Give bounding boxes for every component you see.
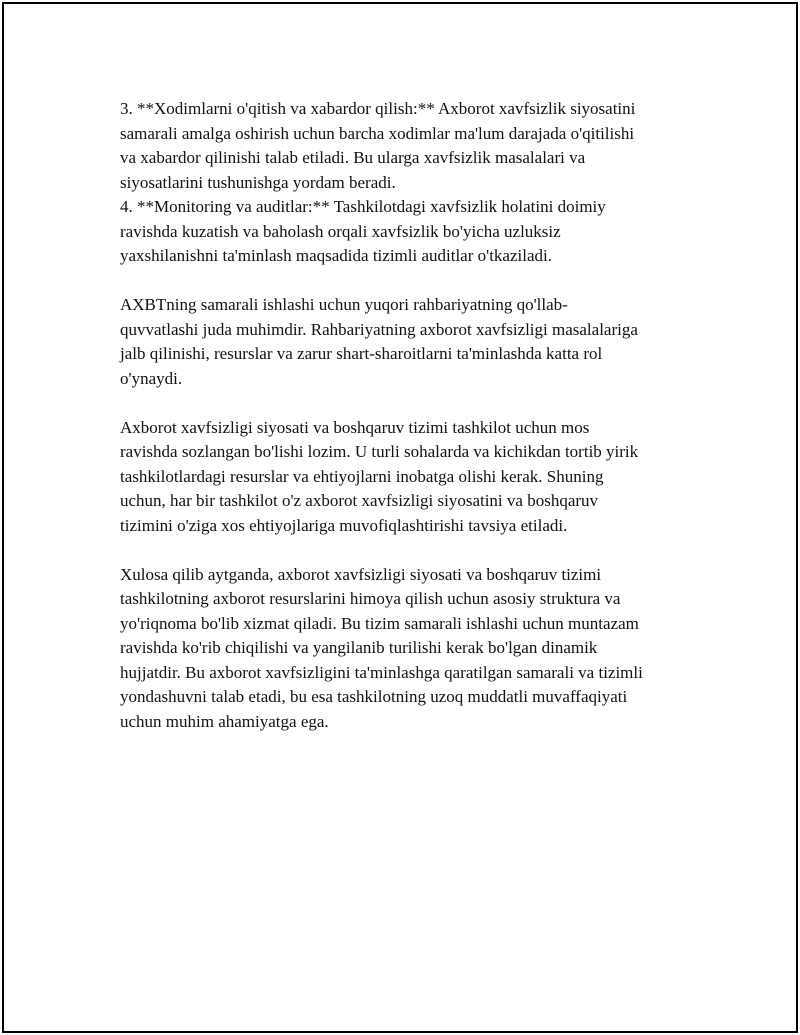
text-line: va xabardor qilinishi talab etiladi. Bu ularga xavfsizlik masalalari va: [120, 148, 586, 167]
text-line: 3. **Xodimlarni o'qitish va xabardor qilish:** Axborot xavfsizlik siyosatini: [120, 99, 636, 118]
text-line: hujjatdir. Bu axborot xavfsizligini ta'minlashga qaratilgan samarali va tizimli: [120, 662, 643, 682]
paragraph-training-and-monitoring: [120, 97, 680, 269]
text-line: Xulosa qilib aytganda, axborot xavfsizligi siyosati va boshqaruv tizimi: [120, 564, 602, 584]
text-line: uchun, har bir tashkilot o'z axborot xavfsizligi siyosatini va boshqaruv: [120, 491, 599, 510]
text-line: AXBTning samarali ishlashi uchun yuqori rahbariyatning qo'llab-: [120, 295, 568, 314]
text-line: tizimini o'ziga xos ehtiyojlariga muvofiqlashtirishi tavsiya etiladi.: [120, 515, 568, 535]
text-line: yaxshilanishni ta'minlash maqsadida tizimli auditlar o'tkaziladi.: [120, 246, 552, 265]
document-page: [2, 2, 798, 1033]
paragraph-conclusion: [120, 563, 680, 735]
text-line: ravishda ko'rib chiqilishi va yangilanib turilishi kerak bo'lgan dinamik: [120, 638, 598, 657]
paragraph-leadership-support: [120, 293, 680, 391]
text-line: samarali amalga oshirish uchun barcha xodimlar ma'lum darajada o'qitilishi: [120, 123, 635, 143]
text-line: tashkilotlardagi resurslar va ehtiyojlarni inobatga olishi kerak. Shuning: [120, 466, 604, 486]
text-line: jalb qilinishi, resurslar va zarur shart-sharoitlarni ta'minlashda katta rol: [120, 344, 603, 363]
text-line: ravishda kuzatish va baholash orqali xavfsizlik bo'yicha uzluksiz: [120, 221, 561, 241]
paragraph-tailoring: [120, 416, 680, 539]
text-line: o'ynaydi.: [120, 368, 183, 388]
text-line: ravishda sozlangan bo'lishi lozim. U turli sohalarda va kichikdan tortib yirik: [120, 442, 639, 461]
text-line: quvvatlashi juda muhimdir. Rahbariyatning axborot xavfsizligi masalalariga: [120, 319, 638, 339]
text-line: 4. **Monitoring va auditlar:** Tashkilotdagi xavfsizlik holatini doimiy: [120, 197, 606, 216]
text-line: uchun muhim ahamiyatga ega.: [120, 711, 329, 731]
text-line: tashkilotning axborot resurslarini himoya qilish uchun asosiy struktura va: [120, 589, 621, 608]
text-line: siyosatlarini tushunishga yordam beradi.: [120, 172, 396, 192]
text-line: Axborot xavfsizligi siyosati va boshqaruv tizimi tashkilot uchun mos: [120, 417, 590, 437]
text-line: yo'riqnoma bo'lib xizmat qiladi. Bu tizim samarali ishlashi uchun muntazam: [120, 613, 639, 633]
text-line: yondashuvni talab etadi, bu esa tashkilotning uzoq muddatli muvaffaqiyati: [120, 687, 628, 706]
document-body: [120, 97, 680, 759]
